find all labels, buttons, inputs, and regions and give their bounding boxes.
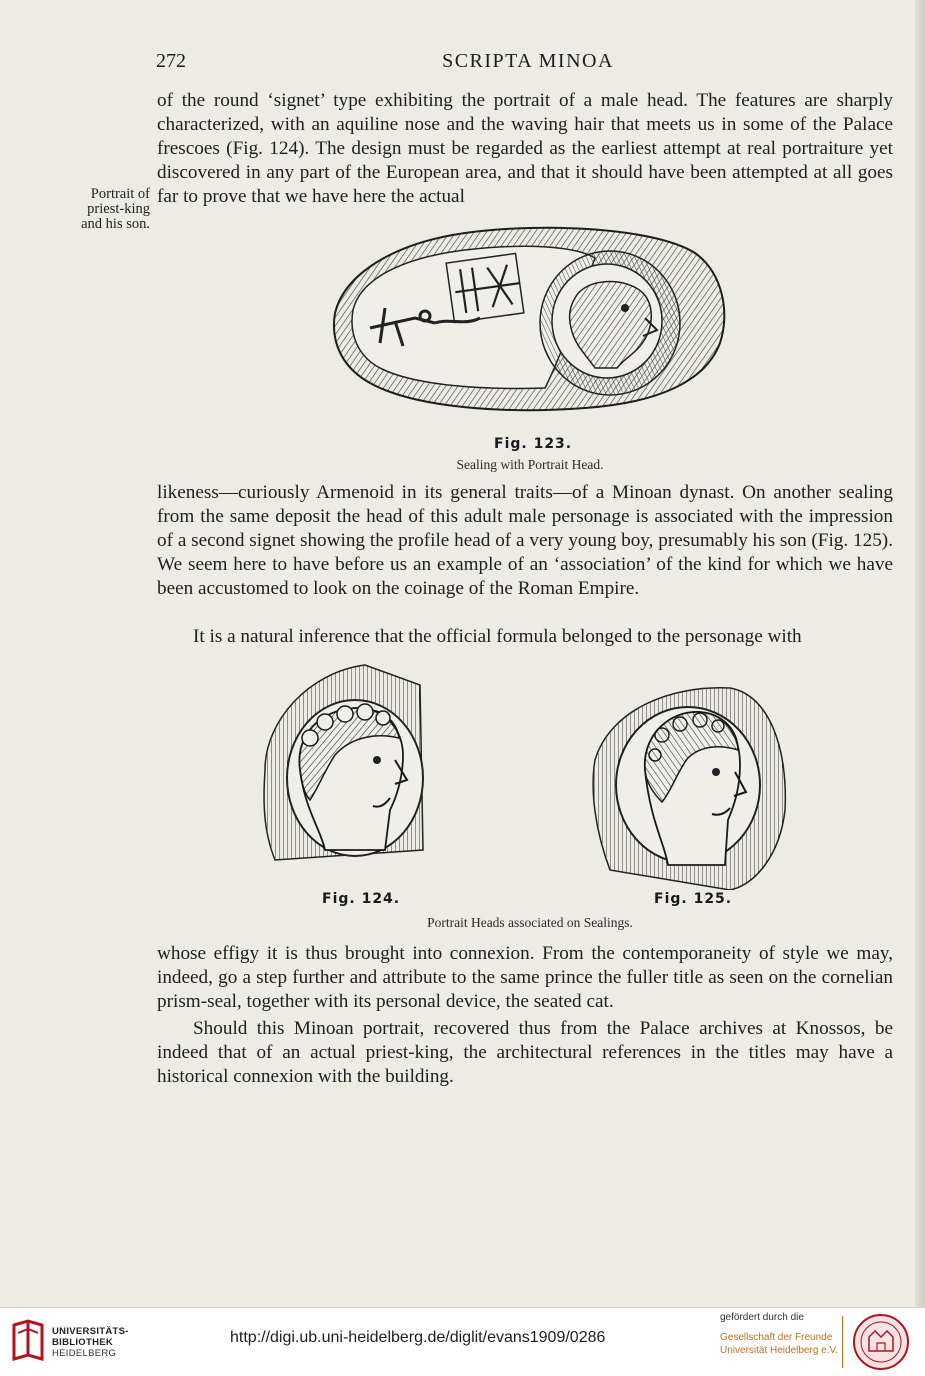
margin-note-line: priest-king [87, 201, 150, 217]
portrait-head-illustration [590, 680, 790, 890]
margin-note-line: Portrait of [90, 186, 150, 202]
figure-caption: Sealing with Portrait Head. [456, 457, 604, 472]
running-head [0, 48, 925, 78]
page-edge-shadow [915, 0, 925, 1307]
paragraph-2: likeness—curiously Armenoid in its general traits—of a Minoan dynast. On another sealing from the same deposit the head of this adult male personage is associated with the impression of a second signet showing the profile head of a very young boy, presumably his son (Fig. 125). We seem here to have before us an example of an ‘association’ of the kind for which we have been accustomed to look on the coinage of the Roman Empire. [157, 482, 893, 599]
figure-label: Fig. 124. [322, 891, 401, 907]
margin-note [60, 187, 150, 232]
sealing-illustration [325, 218, 735, 418]
paragraph-4: whose effigy it is thus brought into connexion. From the contemporaneity of style we may, indeed, go a step further and attribute to the same prince the fuller title as seen on the cornelian prism-seal, together with its personal device, the seated cat. [157, 943, 893, 1012]
library-name-line: HEIDELBERG [52, 1348, 117, 1359]
sponsor-divider [842, 1316, 843, 1368]
library-name[interactable] [52, 1326, 129, 1359]
library-name-line: BIBLIOTHEK [52, 1337, 114, 1348]
sponsor-name-line: Gesellschaft der Freunde [720, 1332, 833, 1343]
margin-note-line: and his son. [81, 216, 150, 232]
sponsor-label: gefördert durch die [720, 1312, 804, 1323]
figure-caption: Portrait Heads associated on Sealings. [427, 915, 633, 930]
paragraph-3: It is a natural inference that the official formula belonged to the personage with [193, 626, 802, 647]
paragraph-5: Should this Minoan portrait, recovered thus from the Palace archives at Knossos, be indeed that of an actual priest-king, the architectural references in the titles may have a historical connexion with the building. [157, 1018, 893, 1087]
portrait-head-illustration [255, 660, 430, 865]
library-logo-icon[interactable] [10, 1319, 46, 1368]
running-title: SCRIPTA MINOA [442, 50, 614, 72]
page-number: 272 [156, 50, 186, 72]
permalink-url[interactable]: http://digi.ub.uni-heidelberg.de/diglit/evans1909/0286 [230, 1329, 606, 1346]
sponsor-name-line: Universität Heidelberg e.V. [720, 1345, 839, 1356]
university-seal-icon [851, 1313, 911, 1376]
paragraph-1: of the round ‘signet’ type exhibiting the portrait of a male head. The features are sharply characterized, with an aquiline nose and the waving hair that meets us in some of the Palace frescoes (Fig. 124). The design must be regarded as the earliest attempt at real portraiture yet discovered in any part of the European area, and that it should have been attempted at all goes far to prove that we have here the actual [157, 90, 893, 207]
sponsor-name[interactable] [720, 1331, 838, 1357]
viewer-footer [0, 1307, 925, 1376]
figure-label: Fig. 123. [494, 436, 573, 452]
library-name-line: UNIVERSITÄTS- [52, 1326, 129, 1337]
figure-label: Fig. 125. [654, 891, 733, 907]
